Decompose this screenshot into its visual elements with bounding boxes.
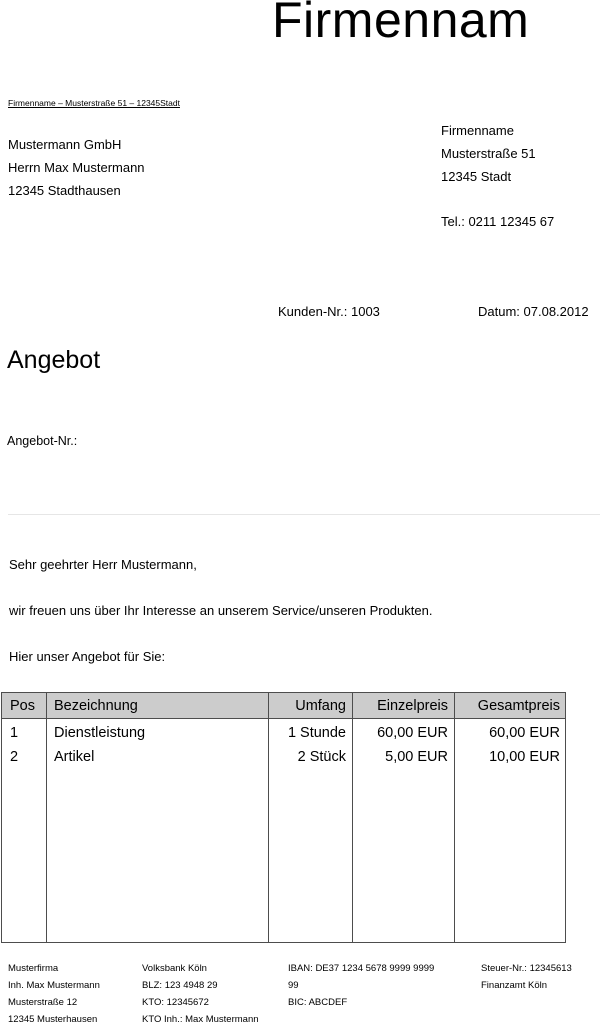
recipient-address — [8, 133, 145, 202]
table-cell-unit-price: 5,00 EUR — [385, 749, 448, 765]
footer-line: Musterfirma — [8, 963, 59, 974]
offer-number-label: Angebot-Nr.: — [7, 434, 78, 448]
divider — [8, 514, 600, 515]
salutation: Sehr geehrter Herr Mustermann, — [9, 557, 197, 572]
footer-line: KTO: 12345672 — [142, 997, 209, 1008]
column-header-unit-price: Einzelpreis — [377, 698, 448, 714]
recipient-line: 12345 Stadthausen — [8, 183, 121, 198]
document-date: Datum: 07.08.2012 — [478, 304, 589, 316]
footer-line: 99 — [288, 980, 299, 991]
column-divider — [46, 693, 47, 942]
footer-line: Steuer-Nr.: 12345613 — [481, 963, 572, 974]
footer-line: IBAN: DE37 1234 5678 9999 9999 — [288, 963, 435, 974]
footer-line: KTO Inh.: Max Mustermann — [142, 1014, 259, 1025]
customer-number: Kunden-Nr.: 1003 — [278, 304, 380, 316]
footer-iban — [288, 960, 434, 1011]
lead-text: Hier unser Angebot für Sie: — [9, 649, 166, 664]
sender-name: Firmenname — [441, 123, 514, 138]
recipient-line: Mustermann GmbH — [8, 137, 122, 152]
footer-line: Musterstraße 12 — [8, 997, 78, 1008]
sender-return-address: Firmenname – Musterstraße 51 – 12345Stadt — [8, 98, 180, 108]
table-cell-pos: 1 — [10, 725, 19, 741]
header — [0, 0, 603, 42]
table-cell-pos: 2 — [10, 749, 19, 765]
offer-table — [1, 692, 566, 943]
footer-tax — [481, 960, 572, 994]
intro-text: wir freuen uns über Ihr Interesse an unserem Service/unseren Produkten. — [9, 603, 433, 618]
footer-line: 12345 Musterhausen — [8, 1014, 98, 1025]
table-cell-total-price: 10,00 EUR — [489, 749, 560, 765]
table-cell-description: Dienstleistung — [54, 725, 146, 741]
sender-street: Musterstraße 51 — [441, 146, 536, 161]
sender-address — [441, 119, 554, 233]
company-name: Firmennam — [272, 0, 530, 42]
footer-line: Inh. Max Mustermann — [8, 980, 100, 991]
table-cell-quantity: 1 Stunde — [287, 725, 346, 741]
table-cell-quantity: 2 Stück — [297, 749, 346, 765]
table-cell-unit-price: 60,00 EUR — [377, 725, 448, 741]
column-header-description: Bezeichnung — [54, 698, 138, 714]
footer-bank — [142, 960, 259, 1028]
document-meta — [0, 304, 603, 316]
footer-line: BLZ: 123 4948 29 — [142, 980, 218, 991]
footer-company — [8, 960, 100, 1028]
column-header-pos: Pos — [10, 698, 35, 714]
footer-line: Volksbank Köln — [142, 963, 207, 974]
sender-phone: Tel.: 0211 12345 67 — [441, 214, 555, 229]
table-cell-total-price: 60,00 EUR — [489, 725, 560, 741]
column-header-quantity: Umfang — [295, 698, 346, 714]
table-cell-description: Artikel — [54, 749, 95, 765]
document-title: Angebot — [7, 346, 101, 374]
sender-city: 12345 Stadt — [441, 169, 512, 184]
recipient-line: Herrn Max Mustermann — [8, 160, 145, 175]
footer-line: Finanzamt Köln — [481, 980, 548, 991]
column-header-total-price: Gesamtpreis — [477, 698, 560, 714]
footer-line: BIC: ABCDEF — [288, 997, 348, 1008]
